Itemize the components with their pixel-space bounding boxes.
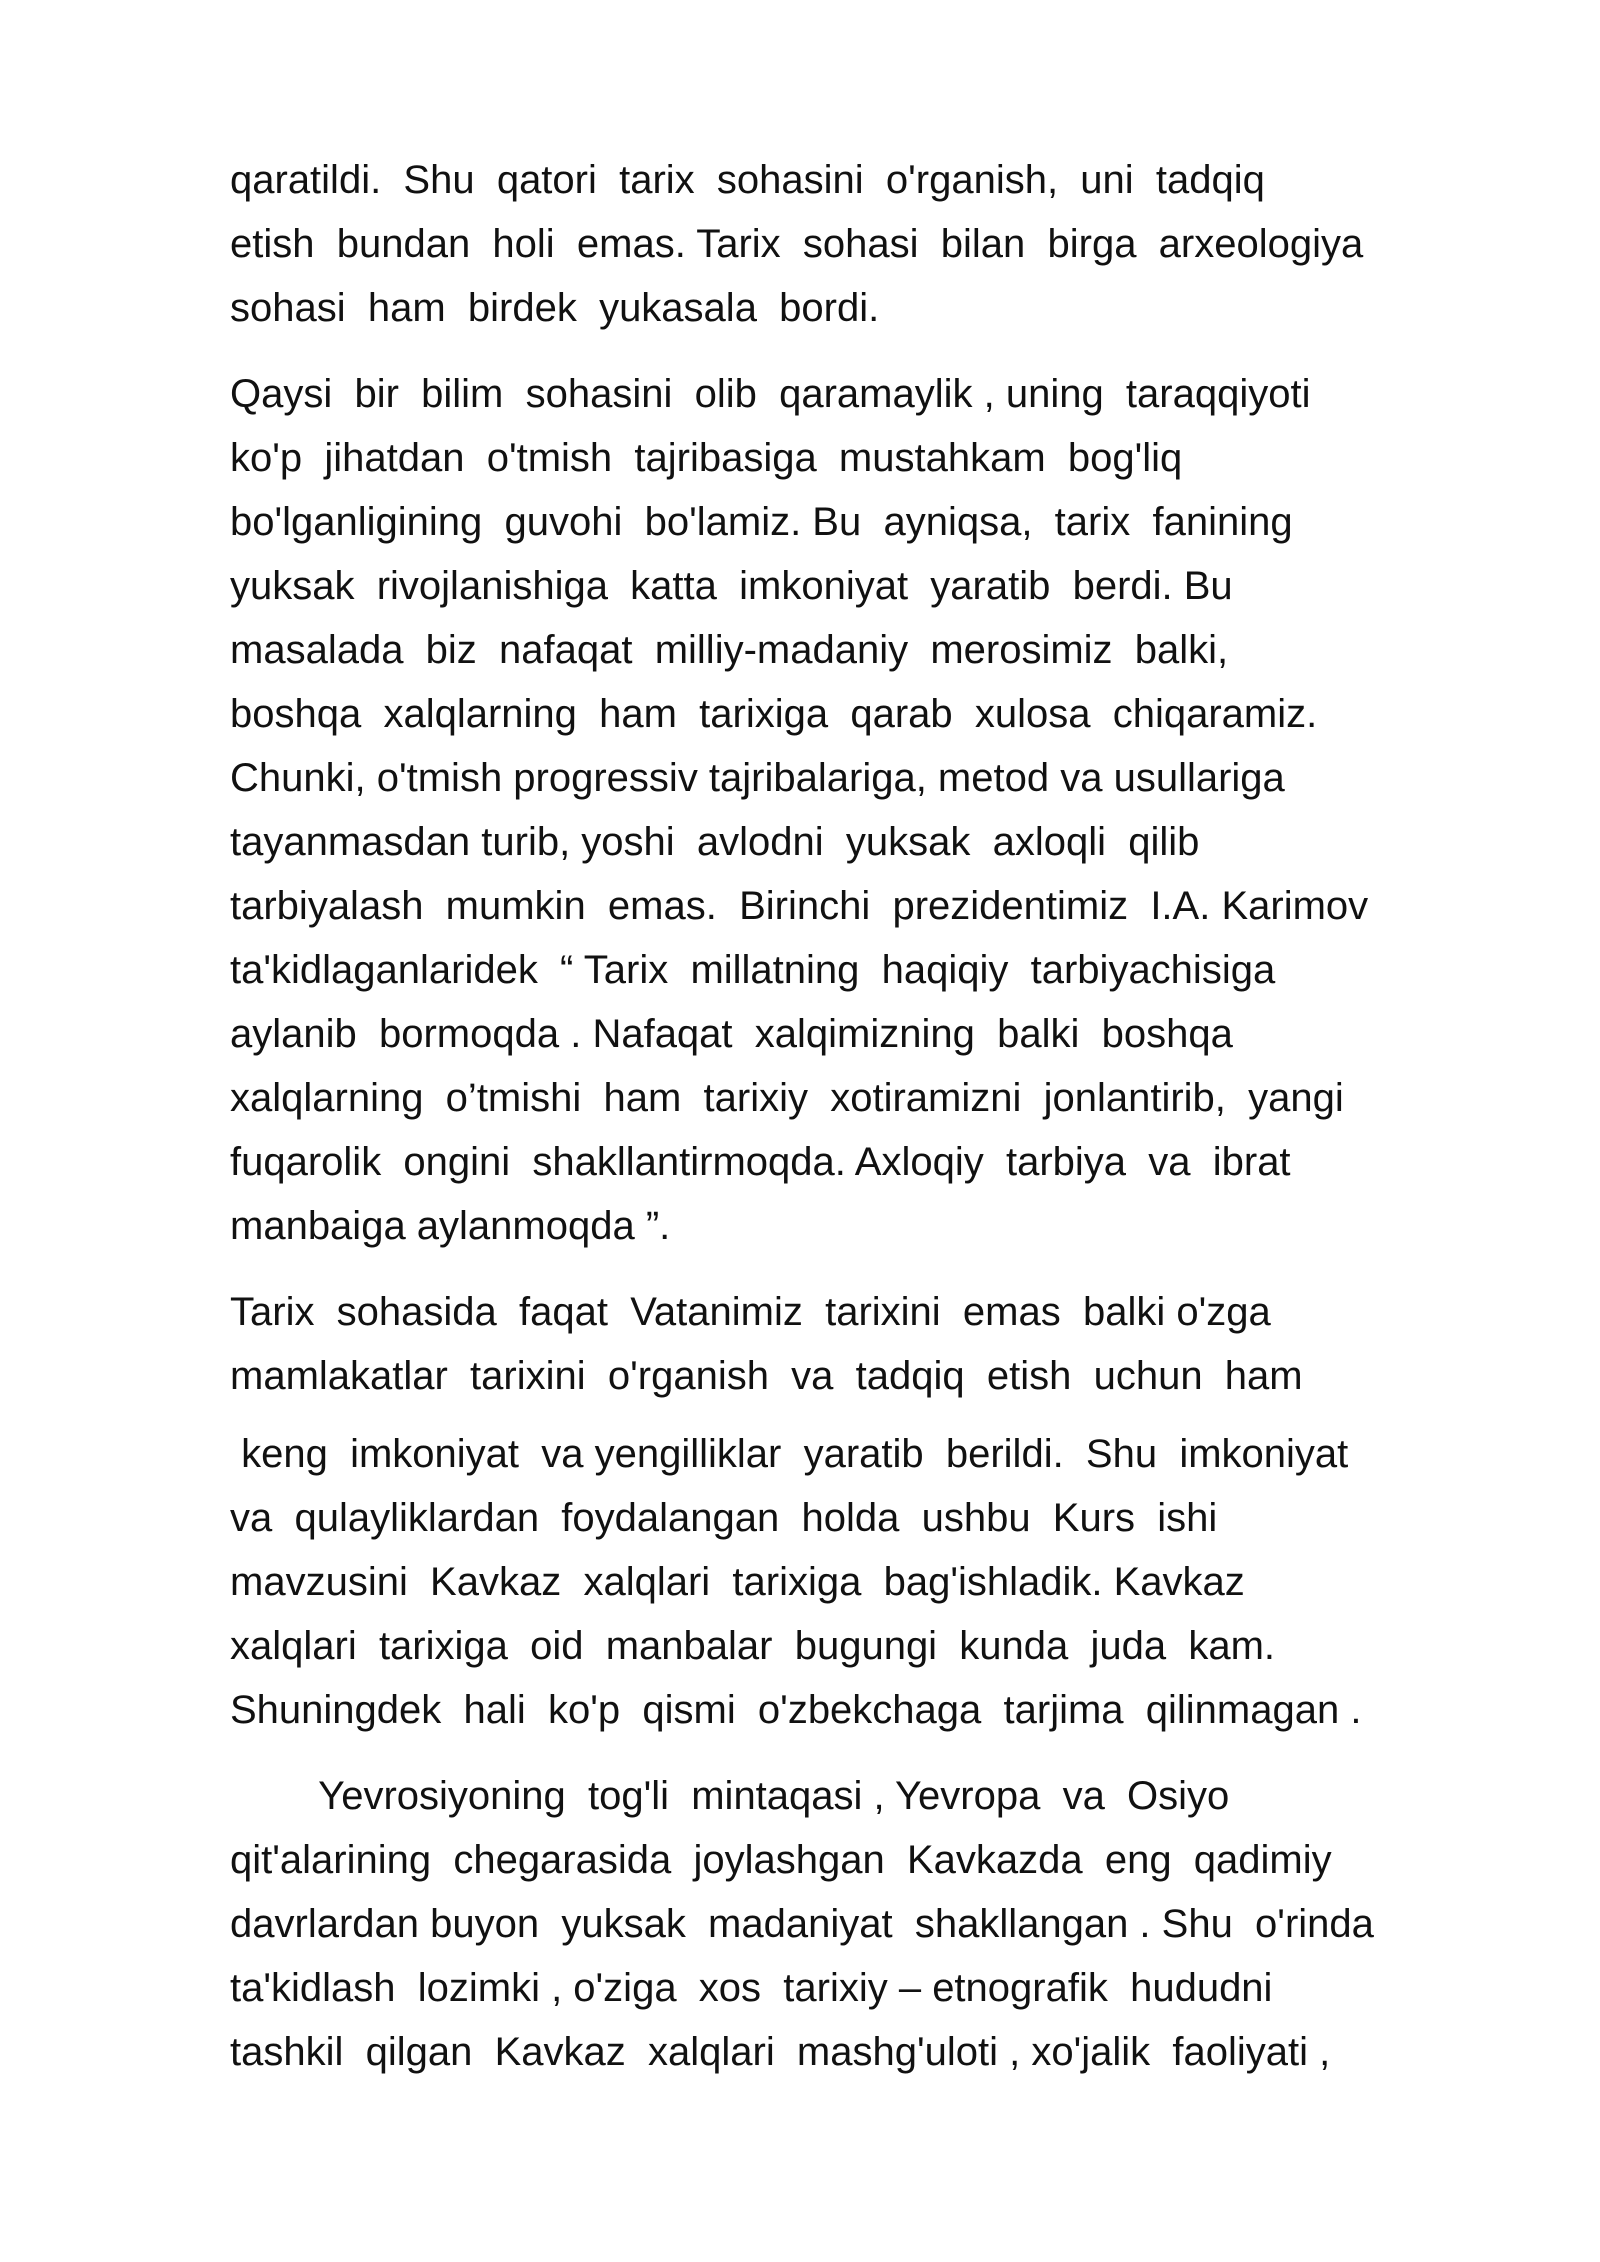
text-line: Tarix sohasida faqat Vatanimiz tarixini emas balki o'zga <box>230 1290 1271 1334</box>
text-line: mavzusini Kavkaz xalqlari tarixiga bag'ishladik. Kavkaz <box>230 1560 1245 1604</box>
paragraph-3 <box>230 1280 1500 1408</box>
document-text <box>230 148 1500 2084</box>
text-line: yuksak rivojlanishiga katta imkoniyat yaratib berdi. Bu <box>230 564 1233 608</box>
text-line: tayanmasdan turib, yoshi avlodni yuksak axloqli qilib <box>230 820 1200 864</box>
text-line: masalada biz nafaqat milliy-madaniy merosimiz balki, <box>230 628 1229 672</box>
text-line: keng imkoniyat va yengilliklar yaratib berildi. Shu imkoniyat <box>230 1432 1349 1476</box>
text-line: bo'lganligining guvohi bo'lamiz. Bu ayniqsa, tarix fanining <box>230 500 1293 544</box>
text-line: ta'kidlaganlaridek “ Tarix millatning haqiqiy tarbiyachisiga <box>230 948 1276 992</box>
text-line: tarbiyalash mumkin emas. Birinchi prezidentimiz I.A. Karimov <box>230 884 1369 928</box>
text-line: fuqarolik ongini shakllantirmoqda. Axloqiy tarbiya va ibrat <box>230 1140 1291 1184</box>
paragraph-5 <box>230 1764 1500 2084</box>
paragraph-2 <box>230 362 1500 1258</box>
text-line: va qulayliklardan foydalangan holda ushbu Kurs ishi <box>230 1496 1218 1540</box>
text-line: boshqa xalqlarning ham tarixiga qarab xulosa chiqaramiz. <box>230 692 1318 736</box>
text-line: davrlardan buyon yuksak madaniyat shakllangan . Shu o'rinda <box>230 1902 1374 1946</box>
text-line: qit'alarining chegarasida joylashgan Kavkazda eng qadimiy <box>230 1838 1332 1882</box>
text-line: Chunki, o'tmish progressiv tajribalariga, metod va usullariga <box>230 756 1285 800</box>
text-line: Shuningdek hali ko'p qismi o'zbekchaga tarjima qilinmagan . <box>230 1688 1362 1732</box>
text-line: manbaiga aylanmoqda ”. <box>230 1204 671 1248</box>
paragraph-4 <box>230 1422 1500 1742</box>
text-line: Qaysi bir bilim sohasini olib qaramaylik , uning taraqqiyoti <box>230 372 1311 416</box>
text-line: etish bundan holi emas. Tarix sohasi bilan birga arxeologiya <box>230 222 1364 266</box>
text-line: Yevrosiyoning tog'li mintaqasi , Yevropa va Osiyo <box>230 1774 1230 1818</box>
text-line: ko'p jihatdan o'tmish tajribasiga mustahkam bog'liq <box>230 436 1183 480</box>
text-line: xalqlari tarixiga oid manbalar bugungi kunda juda kam. <box>230 1624 1276 1668</box>
text-line: qaratildi. Shu qatori tarix sohasini o'rganish, uni tadqiq <box>230 158 1265 202</box>
text-line: xalqlarning o’tmishi ham tarixiy xotiramizni jonlantirib, yangi <box>230 1076 1344 1120</box>
text-line: aylanib bormoqda . Nafaqat xalqimizning balki boshqa <box>230 1012 1233 1056</box>
text-line: ta'kidlash lozimki , o'ziga xos tarixiy – etnografik hududni <box>230 1966 1273 2010</box>
paragraph-1 <box>230 148 1500 340</box>
text-line: sohasi ham birdek yukasala bordi. <box>230 286 880 330</box>
text-line: tashkil qilgan Kavkaz xalqlari mashg'uloti , xo'jalik faoliyati , <box>230 2030 1331 2074</box>
text-line: mamlakatlar tarixini o'rganish va tadqiq etish uchun ham <box>230 1354 1303 1398</box>
